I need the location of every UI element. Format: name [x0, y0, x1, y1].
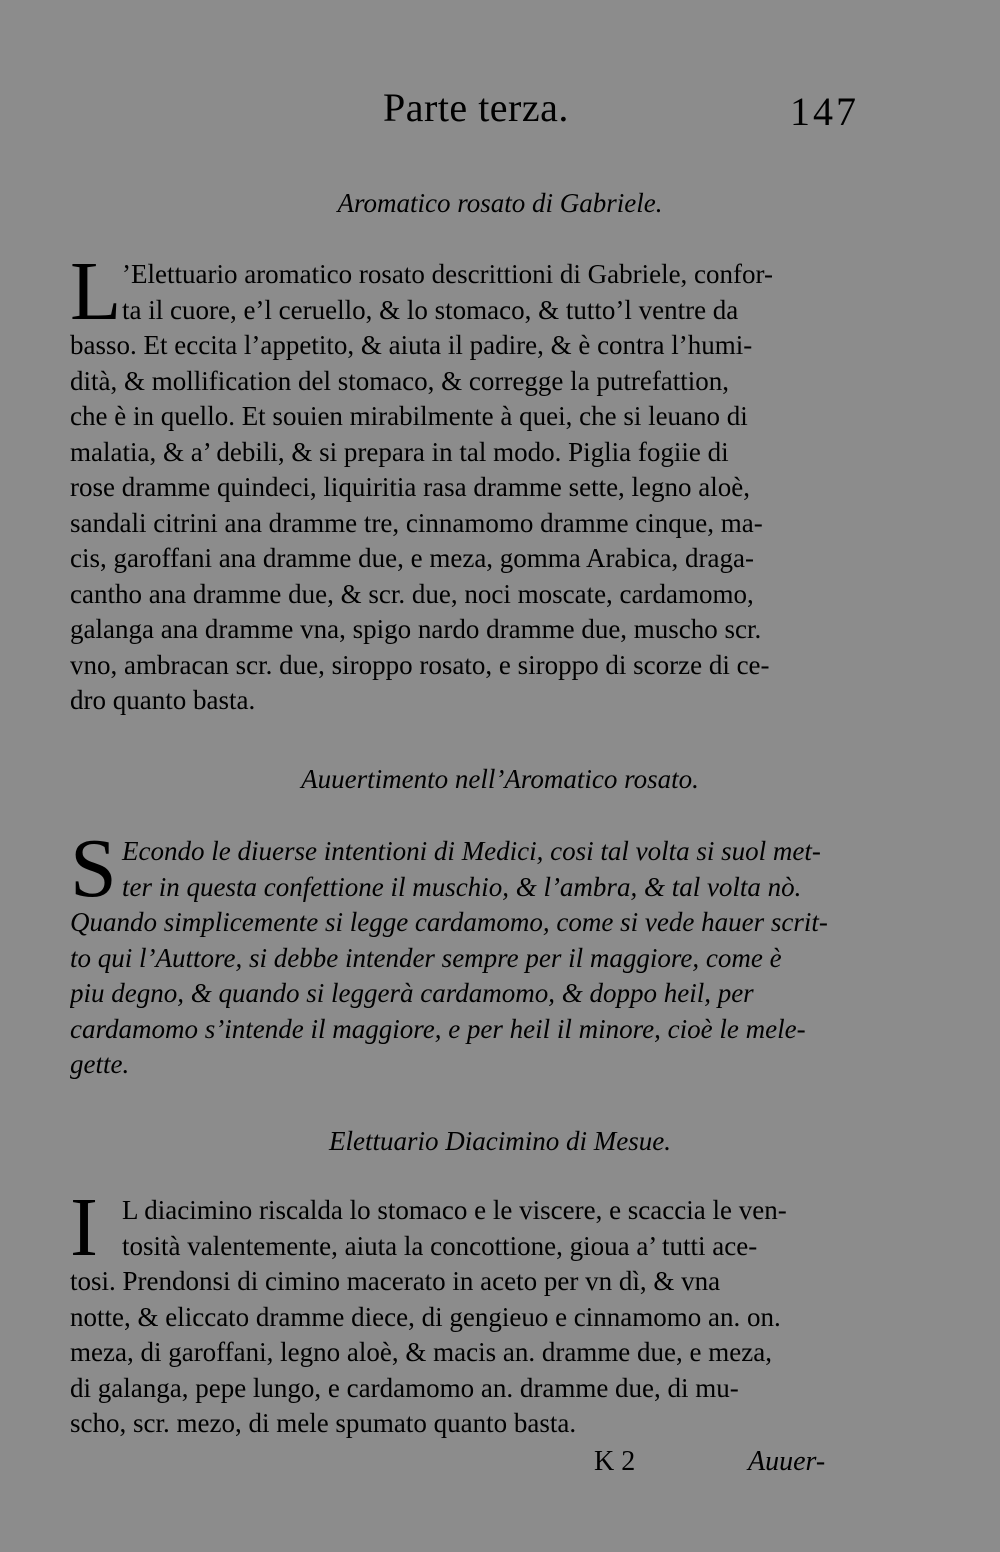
text-line: di galanga, pepe lungo, e cardamomo an. dramme due, di mu- [70, 1372, 739, 1403]
text-line: ter in questa confettione il muschio, & l’ambra, & tal volta nò. [122, 871, 802, 902]
text-line: Quando simplicemente si legge cardamomo, come si vede hauer scrit- [70, 907, 828, 937]
text-line: che è in quello. Et souien mirabilmente à quei, che si leuano di [70, 401, 748, 431]
text-line: cardamomo s’intende il maggiore, e per heil il minore, cioè le mele- [70, 1013, 806, 1044]
paragraph-diacimino [70, 1181, 910, 1442]
text-line: L diacimino riscalda lo stomaco e le viscere, e scaccia le ven- [122, 1195, 787, 1225]
text-line: cis, garoffani ana dramme due, e meza, gomma Arabica, draga- [70, 543, 754, 573]
drop-cap: S [70, 822, 117, 915]
page-header [0, 78, 1000, 138]
text-line: ’Elettuario aromatico rosato descrittioni di Gabriele, confor- [122, 259, 773, 289]
text-line: scho, scr. mezo, di mele spumato quanto basta. [70, 1408, 577, 1438]
text-line: dità, & mollification del stomaco, & corregge la putrefattion, [70, 365, 730, 396]
text-line: ta il cuore, e’l ceruello, & lo stomaco, & tutto’l ventre da [122, 294, 739, 325]
drop-cap: L [70, 245, 122, 338]
text-line: galanga ana dramme vna, spigo nardo dramme due, muscho scr. [70, 614, 762, 644]
paragraph-aromatico [70, 245, 910, 719]
text-line: sandali citrini ana dramme tre, cinnamomo dramme cinque, ma- [70, 507, 763, 538]
text-line: piu degno, & quando si leggerà cardamomo, & doppo heil, per [70, 978, 754, 1008]
text-line: notte, & eliccato dramme diece, di gengieuo e cinnamomo an. on. [70, 1301, 781, 1332]
drop-cap: I [70, 1181, 98, 1274]
section-heading-auuertimento: Auuertimento nell’Aromatico rosato. [301, 764, 699, 794]
text-line: tosità valentemente, aiuta la concottione, gioua a’ tutti ace- [122, 1230, 758, 1261]
text-line: meza, di garoffani, legno aloè, & macis an. dramme due, e meza, [70, 1337, 772, 1367]
text-line: Econdo le diuerse intentioni di Medici, cosi tal volta si suol met- [122, 836, 821, 866]
page-number: 147 [790, 89, 859, 134]
signature-mark: K 2 [594, 1446, 636, 1477]
text-line: dro quanto basta. [70, 685, 256, 715]
text-line: gette. [70, 1049, 130, 1079]
section-heading-diacimino: Elettuario Diacimino di Mesue. [329, 1126, 671, 1156]
text-line: cantho ana dramme due, & scr. due, noci moscate, cardamomo, [70, 578, 754, 609]
catchword: Auuer- [748, 1446, 826, 1477]
text-line: tosi. Prendonsi di cimino macerato in aceto per vn dì, & vna [70, 1266, 721, 1296]
text-line: malatia, & a’ debili, & si prepara in tal modo. Piglia fogiie di [70, 436, 729, 467]
text-line: to qui l’Auttore, si debbe intender sempre per il maggiore, come è [70, 942, 782, 973]
section-heading-aromatico: Aromatico rosato di Gabriele. [337, 188, 663, 218]
running-title: Parte terza. [383, 85, 569, 130]
paragraph-auuertimento [70, 822, 910, 1083]
text-line: rose dramme quindeci, liquiritia rasa dramme sette, legno aloè, [70, 472, 751, 502]
text-line: basso. Et eccita l’appetito, & aiuta il padire, & è contra l’humi- [70, 330, 753, 360]
page-footer [0, 1440, 1000, 1490]
text-line: vno, ambracan scr. due, siroppo rosato, e siroppo di scorze di ce- [70, 649, 770, 680]
